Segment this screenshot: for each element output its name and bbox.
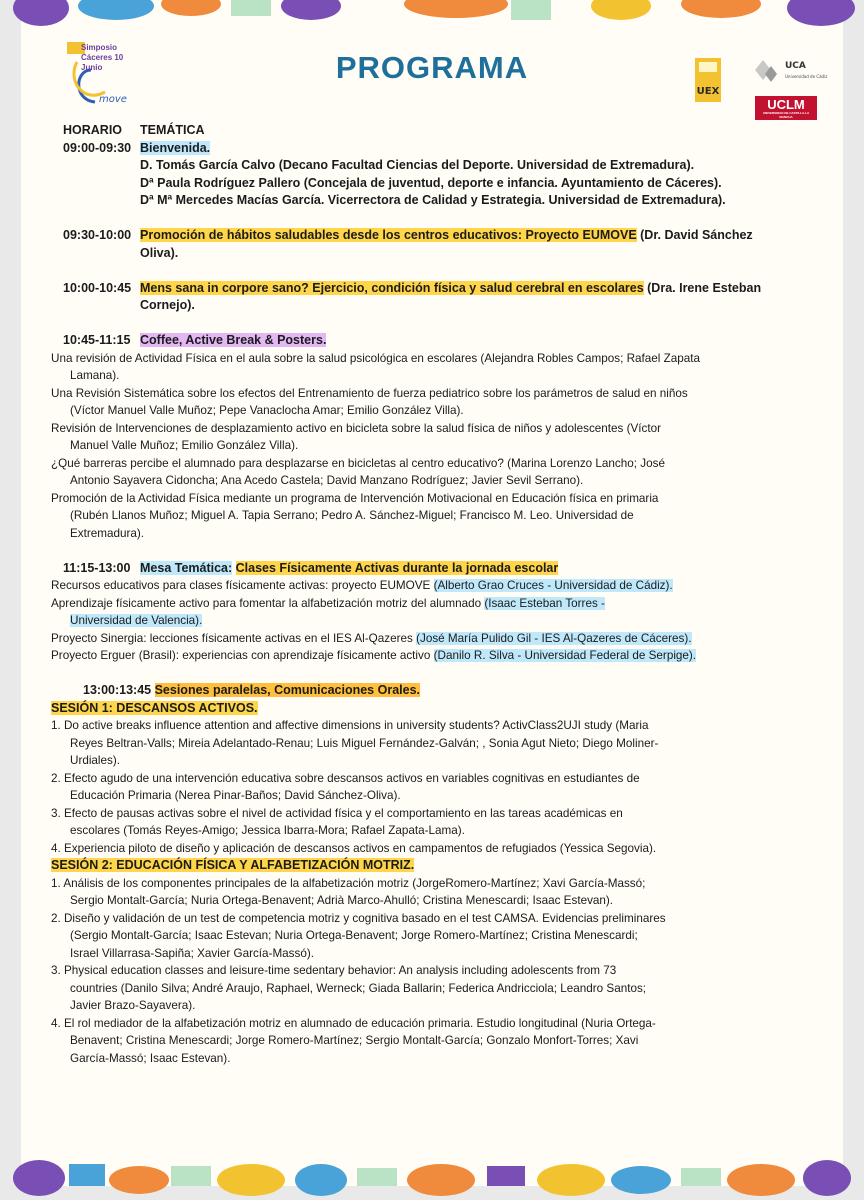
talk2-title: Mens sana in corpore sano? Ejercicio, condición física y salud cerebral en escolares [140, 280, 644, 295]
mesa-label: Mesa Temática: [140, 560, 233, 575]
talk1-speaker-cont: Oliva). [140, 245, 179, 260]
session2-title: SESIÓN 2: EDUCACIÓN FÍSICA Y ALFABETIZACIÓN MOTRIZ. [51, 858, 415, 872]
session2-item: 3. Physical education classes and leisure-time sedentary behavior: An analysis including adolescents from 73 countries (Danilo Silva; André Araujo, Raphael, Werneck; Giada Ballarin; Federica Andricciola; Leandro Santos; Javier Brazo-Sayavera). [51, 964, 647, 1012]
talk2-speaker: (Dra. Irene Esteban [643, 280, 762, 295]
decorative-top-border [21, 0, 843, 40]
talk1-time: 09:30-10:00 [63, 228, 132, 242]
poster-item: Una Revisión Sistemática sobre los efectos del Entrenamiento de fuerza pediatrico sobre los parámetros de salud en niños (Víctor Manuel Valle Muñoz; Pepe Vanaclocha Amar; Emilio González Villa). [51, 386, 688, 417]
mesa-time: 11:15-13:00 [63, 560, 131, 575]
mesa-item: Proyecto Sinergia: lecciones físicamente activas en el IES Al-Qazeres (José María Pulido Gil - IES Al-Qazeres de Cáceres). [51, 631, 692, 645]
uca-logo [753, 56, 828, 86]
poster-item: Revisión de Intervenciones de desplazamiento activo en bicicleta sobre la salud física de niños y adolescentes (Víctor Manuel Valle Muñoz; Emilio González Villa). [51, 421, 662, 452]
mesa-title: Clases Físicamente Activas durante la jornada escolar [235, 560, 559, 575]
session1-item: 4. Experiencia piloto de diseño y aplicación de descansos activos en campamentos de refugiados (Yessica Segovia). [51, 841, 657, 855]
svg-text:UCA: UCA [785, 61, 806, 71]
poster-item: Promoción de la Actividad Física mediante un programa de Intervención Motivacional en Educación física en primaria (Rubén Llanos Muñoz; Miguel A. Tapia Serrano; Pedro A. Sánchez-Miguel; Francisco M. Leo. Universidad de Extremadura). [51, 491, 659, 540]
welcome-speaker: D. Tomás García Calvo (Decano Facultad Ciencias del Deporte. Universidad de Extremadura). [140, 158, 695, 172]
svg-text:Universidad de Cádiz: Universidad de Cádiz [785, 74, 828, 79]
uclm-logo-subtext: UNIVERSIDAD DE CASTILLA·LA MANCHA [762, 111, 810, 119]
parallel-title: Sesiones paralelas, Comunicaciones Orales. [154, 683, 420, 697]
mesa-item: Aprendizaje físicamente activo para fomentar la alfabetización motriz del alumnado (Isaac Esteban Torres - Universidad de Valencia). [51, 596, 605, 627]
talk2-slot [63, 280, 803, 298]
uclm-logo [755, 96, 817, 120]
column-headers: HORARIO TEMÁTICA [63, 123, 205, 137]
coffee-time: 10:45-11:15 [63, 333, 131, 347]
welcome-time: 09:00-09:30 [63, 140, 132, 155]
welcome-speaker: Dª Mª Mercedes Macías García. Vicerrectora de Calidad y Estrategia. Universidad de Extremadura). [140, 193, 726, 207]
program-body [51, 122, 803, 1067]
talk2-speaker-cont: Cornejo). [140, 298, 195, 312]
talk1-speaker: (Dr. David Sánchez [636, 228, 753, 242]
session1-title: SESIÓN 1: DESCANSOS ACTIVOS. [51, 700, 258, 715]
uclm-logo-text: UCLM [767, 97, 805, 112]
session1-item: 3. Efecto de pausas activas sobre el nivel de actividad física y el comportamiento en las tareas académicas en escolares (Tomás Reyes-Amigo; Jessica Ibarra-Mora; Rafael Zapata-Lama). [51, 806, 623, 837]
poster-item: Una revisión de Actividad Física en el aula sobre la salud psicológica en escolares (Alejandra Robles Campos; Rafael Zapata Lamana). [51, 351, 701, 382]
session1-item: 1. Do active breaks influence attention and affective dimensions in university students? ActivClass2UJI study (Maria Reyes Beltran-Valls; Mireia Adelantado-Renau; Luis Miguel Fernández-Galván; , Sonia Agut Nieto; Diego Moliner- Urdiales). [51, 719, 659, 767]
program-page [21, 0, 843, 1186]
decorative-bottom-border [21, 1146, 843, 1186]
poster-item: ¿Qué barreras percibe el alumnado para desplazarse en bicicletas al centro educativo? (Marina Lorenzo Lancho; José Antonio Sayavera Cidoncha; Ana Acedo Castela; David Manzano Rodríguez; Javier Sevil Serrano). [51, 456, 665, 487]
session2-item: 4. El rol mediador de la alfabetización motriz en alumnado de educación primaria. Estudio longitudinal (Nuria Ortega- Benavent; Cristina Menescardi; Jorge Romero-Martínez; Sergio Montalt-García; Gonzalo Monfort-Torres; Xavi García-Massó; Isaac Estevan). [51, 1016, 656, 1065]
simposio-logo-text: Simposio Cáceres 10 Junio [81, 43, 124, 72]
welcome-speaker: Dª Paula Rodríguez Pallero (Concejala de juventud, deporte e infancia. Ayuntamiento de Cáceres). [140, 175, 722, 190]
svg-text:UEX: UEX [696, 86, 720, 97]
session2-item: 2. Diseño y validación de un test de competencia motriz y cognitiva basado en el test CAMSA. Evidencias preliminares (Sergio Montalt-García; Isaac Estevan; Nuria Ortega-Benavent; Jorge Romero-Martínez; Cristina Menescardi; Israel Villarrasa-Sapiña; Xavier García-Massó). [51, 911, 666, 960]
page-title: PROGRAMA [335, 50, 529, 85]
coffee-slot [63, 332, 803, 350]
mesa-item: Proyecto Erguer (Brasil): experiencias con aprendizaje físicamente activo (Danilo R. Silva - Universidad Federal de Serpige). [51, 649, 697, 662]
welcome-slot [63, 140, 803, 158]
session1-item: 2. Efecto agudo de una intervención educativa sobre descansos activos en variables cognitivas en estudiantes de Educación Primaria (Nerea Pinar-Baños; David Sánchez-Oliva). [51, 771, 640, 802]
welcome-title: Bienvenida. [140, 140, 211, 155]
mesa-slot [63, 560, 803, 578]
parallel-slot [63, 682, 803, 700]
parallel-time: 13:00:13:45 [83, 683, 152, 697]
uex-logo [695, 58, 721, 102]
talk1-title: Promoción de hábitos saludables desde los centros educativos: Proyecto EUMOVE [140, 228, 637, 242]
svg-text:move: move [99, 94, 127, 105]
mesa-item: Recursos educativos para clases físicamente activas: proyecto EUMOVE (Alberto Grao Cruces - Universidad de Cádiz). [51, 579, 673, 592]
coffee-title: Coffee, Active Break & Posters. [140, 333, 327, 347]
talk1-slot [63, 227, 803, 245]
talk2-time: 10:00-10:45 [63, 280, 132, 295]
session2-item: 1. Análisis de los componentes principales de la alfabetización motriz (JorgeRomero-Martínez; Xavi García-Massó; Sergio Montalt-García; Nuria Ortega-Benavent; Adrià Marco-Ahulló; Cristina Menescardi; Isaac Estevan). [51, 876, 646, 907]
